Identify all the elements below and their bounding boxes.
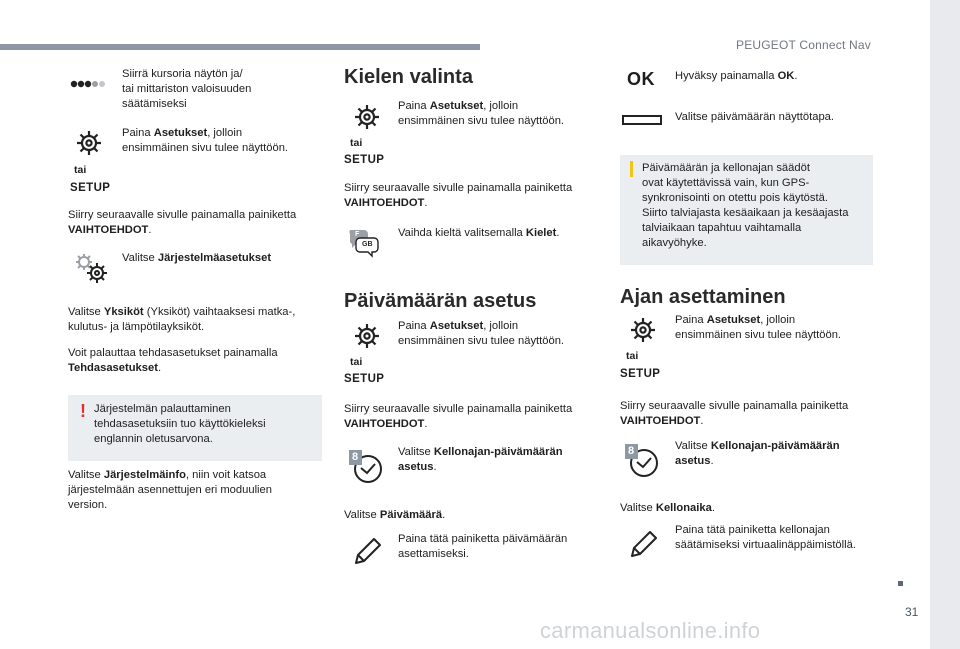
setup-button-label: SETUP <box>344 154 385 166</box>
or-label: tai <box>626 350 639 362</box>
languages-instruction: Vaihda kieltä valitsemalla Kielet. <box>398 227 560 239</box>
date-format-instruction: Valitse päivämäärän näyttötapa. <box>675 111 835 123</box>
clock-icon <box>623 441 661 481</box>
settings-instruction: Paina Asetukset, jolloin ensimmäinen sivu tulee näyttöön. <box>398 100 565 127</box>
flag-label-gb: GB <box>362 241 373 248</box>
gear-icon <box>628 315 658 345</box>
gear-icon <box>352 102 382 132</box>
page-side-strip <box>930 0 960 649</box>
top-rule-bar <box>0 44 480 50</box>
units-instruction: Valitse Yksiköt (Yksiköt) vaihtaaksesi matka-, kulutus- ja lämpötilayksiköt. <box>68 306 296 333</box>
settings-instruction: Paina Asetukset, jolloin ensimmäinen sivu tulee näyttöön. <box>675 314 842 341</box>
options-instruction: Siirry seuraavalle sivulle painamalla painiketta VAIHTOEHDOT. <box>620 400 849 427</box>
warning-icon: ! <box>80 401 86 421</box>
clock-badge-number: 8 <box>628 445 635 457</box>
language-section-title: Kielen valinta <box>344 66 473 88</box>
info-text: Päivämäärän ja kellonajan säädöt ovat käytettävissä vain, kun GPS- synkronisointi on otettu pois käytöstä. Siirto talviajasta kesäaikaan ja kesäajasta talviaikaan tapahtuu vaihtamalla aikavyöhyke. <box>642 162 849 249</box>
system-settings-instruction: Valitse Järjestelmäasetukset <box>122 252 272 264</box>
options-instruction: Siirry seuraavalle sivulle painamalla painiketta VAIHTOEHDOT. <box>344 403 573 430</box>
clock-date-instruction: Valitse Kellonajan-päivämäärän asetus. <box>398 446 563 473</box>
date-press-instruction: Paina tätä painiketta päivämäärän asettamiseksi. <box>398 533 568 560</box>
page-marker-dot <box>898 581 903 586</box>
warning-box <box>68 395 322 461</box>
watermark-text: carmanualsonline.info <box>540 618 761 643</box>
cursor-brightness-text: Siirrä kursoria näytön ja/ tai mittariston valoisuuden säätämiseksi <box>122 68 252 110</box>
options-instruction: Siirry seuraavalle sivulle painamalla painiketta VAIHTOEHDOT. <box>68 209 297 236</box>
settings-instruction: Paina Asetukset, jolloin ensimmäinen sivu tulee näyttöön. <box>398 320 565 347</box>
brightness-dots-icon <box>70 78 106 90</box>
clock-icon <box>347 447 385 487</box>
factory-reset-instruction: Voit palauttaa tehdasasetukset painamalla Tehdasasetukset. <box>68 347 278 374</box>
time-press-instruction: Paina tätä painiketta kellonajan säätämiseksi virtuaalinäppäimistöllä. <box>675 524 856 551</box>
date-select-instruction: Valitse Päivämäärä. <box>344 509 446 521</box>
date-format-bar-icon <box>622 115 662 125</box>
page-number: 31 <box>905 605 919 619</box>
info-icon <box>630 161 633 177</box>
pencil-icon <box>628 526 660 560</box>
info-box <box>620 155 873 265</box>
system-info-instruction: Valitse Järjestelmäinfo, niin voit katsoa järjestelmään asennettujen eri moduulien version. <box>68 469 272 511</box>
options-instruction: Siirry seuraavalle sivulle painamalla painiketta VAIHTOEHDOT. <box>344 182 573 209</box>
setup-button-label: SETUP <box>620 368 661 380</box>
or-label: tai <box>350 137 363 149</box>
flag-label-f: F <box>355 231 360 238</box>
date-section-title: Päivämäärän asetus <box>344 290 537 312</box>
warning-text: Järjestelmän palauttaminen tehdasasetuksiin tuo käyttökieleksi englannin oletusarvona. <box>94 403 266 445</box>
pencil-icon <box>352 533 384 567</box>
or-label: tai <box>350 356 363 368</box>
running-header: PEUGEOT Connect Nav <box>736 38 871 52</box>
language-flags-icon <box>346 226 380 258</box>
settings-instruction: Paina Asetukset, jolloin ensimmäinen sivu tulee näyttöön. <box>122 127 289 154</box>
gear-icon <box>74 128 104 158</box>
clock-badge-number: 8 <box>352 451 359 463</box>
setup-button-label: SETUP <box>344 373 385 385</box>
time-section-title: Ajan asettaminen <box>620 286 786 308</box>
or-label: tai <box>74 164 87 176</box>
time-select-instruction: Valitse Kellonaika. <box>620 502 715 514</box>
clock-date-instruction: Valitse Kellonajan-päivämäärän asetus. <box>675 440 840 467</box>
ok-instruction: Hyväksy painamalla OK. <box>675 70 798 82</box>
double-gear-icon <box>72 251 112 287</box>
ok-icon: OK <box>627 69 655 89</box>
gear-icon <box>352 321 382 351</box>
setup-button-label: SETUP <box>70 182 111 194</box>
